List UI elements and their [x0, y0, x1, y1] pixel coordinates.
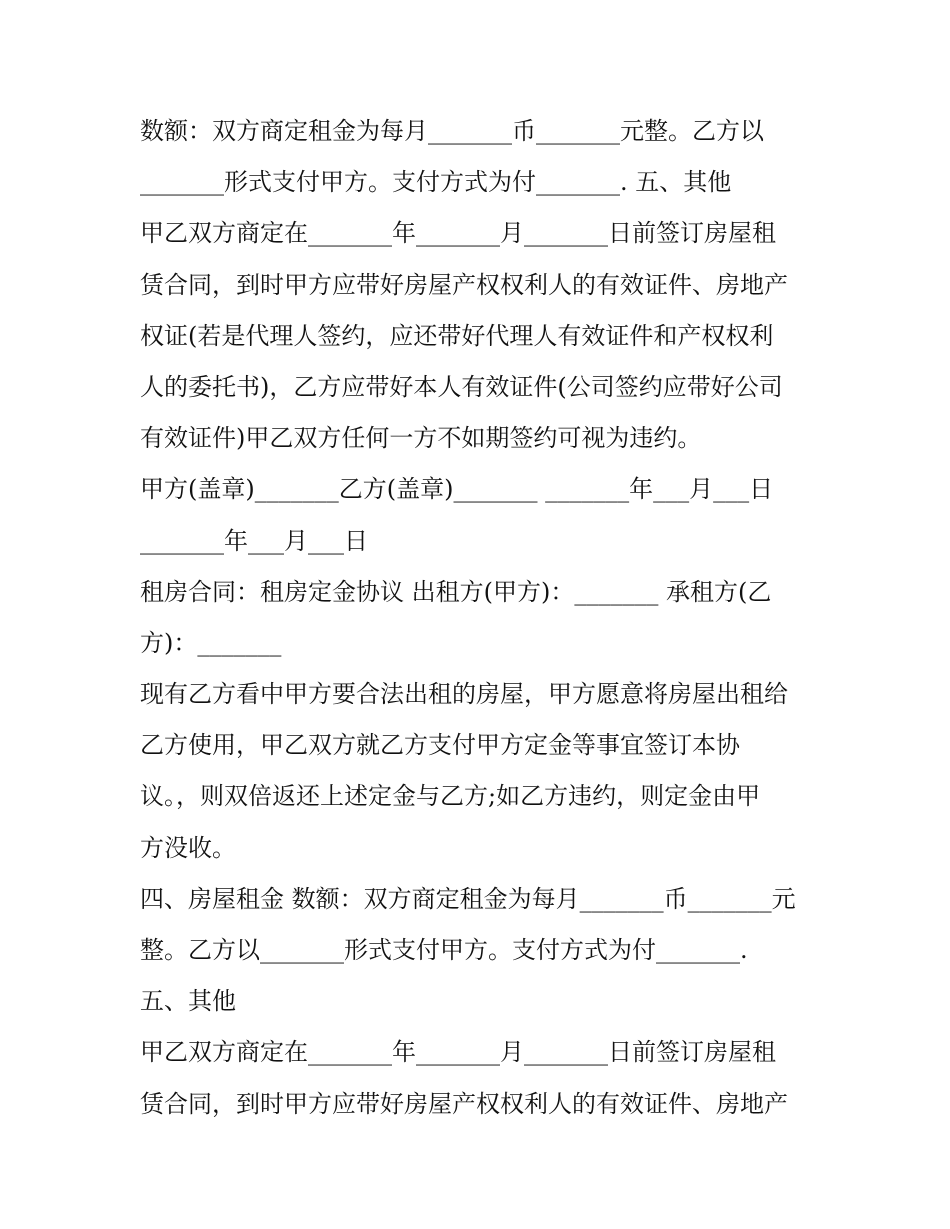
text-line: 甲方(盖章)_______乙方(盖章)_______ _______年___月___日 — [140, 475, 774, 504]
text-line: 赁合同，到时甲方应带好房屋产权权利人的有效证件、房地产 — [140, 1089, 788, 1118]
text-line: 权证(若是代理人签约，应还带好代理人有效证件和产权权利 — [140, 321, 774, 350]
text-line: 赁合同，到时甲方应带好房屋产权权利人的有效证件、房地产 — [140, 270, 788, 299]
text-line: 数额：双方商定租金为每月_______币_______元整。乙方以 — [140, 117, 764, 145]
text-line: _______年___月___日 — [140, 526, 368, 555]
text-line: 方)：_______ — [140, 628, 282, 657]
text-line: 议。，则双倍返还上述定金与乙方;如乙方违约，则定金由甲 — [140, 782, 761, 811]
text-line: _______形式支付甲方。支付方式为付_______. 五、其他 — [140, 168, 732, 197]
text-line: 整。乙方以_______形式支付甲方。支付方式为付_______. — [140, 936, 748, 964]
text-line: 租房合同：租房定金协议 出租方(甲方)：_______ 承租方(乙 — [140, 577, 772, 606]
text-line: 四、房屋租金 数额：双方商定租金为每月_______币_______元 — [140, 884, 796, 913]
text-line: 甲乙双方商定在_______年_______月_______日前签订房屋租 — [140, 1038, 776, 1067]
text-line: 乙方使用，甲乙双方就乙方支付甲方定金等事宜签订本协 — [140, 731, 740, 760]
text-line: 人的委托书)，乙方应带好本人有效证件(公司签约应带好公司 — [140, 372, 783, 401]
document-body — [140, 106, 820, 1130]
text-line: 甲乙双方商定在_______年_______月_______日前签订房屋租 — [140, 219, 776, 248]
text-line: 方没收。 — [140, 833, 236, 862]
text-line: 五、其他 — [140, 987, 236, 1016]
text-line: 有效证件)甲乙双方任何一方不如期签约可视为违约。 — [140, 424, 702, 453]
text-line: 现有乙方看中甲方要合法出租的房屋，甲方愿意将房屋出租给 — [140, 680, 788, 709]
